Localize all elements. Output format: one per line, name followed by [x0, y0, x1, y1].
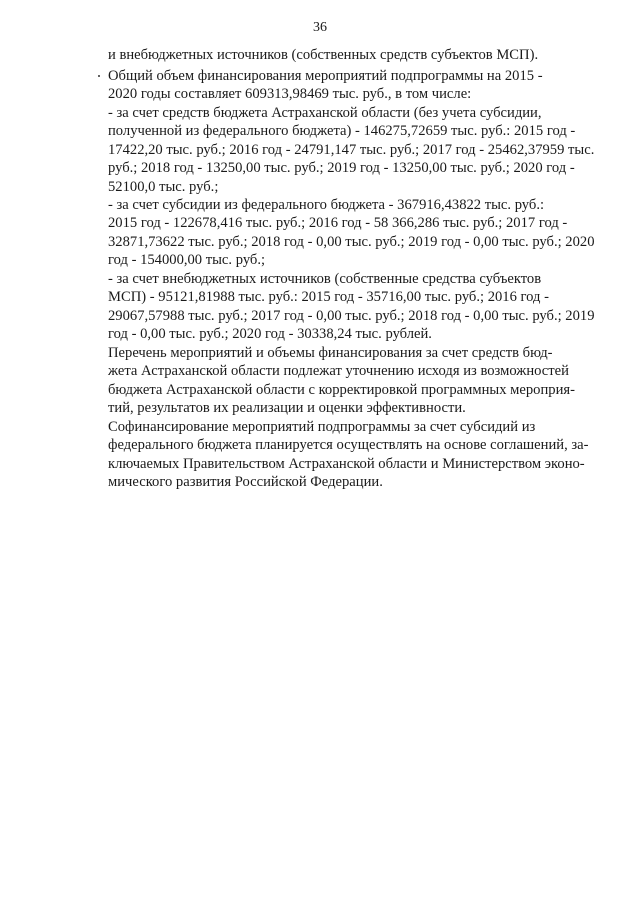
- paragraph-extrabudgetary: - за счет внебюджетных источников (собственные средства субъектов МСП) - 95121,81988 тыс. руб.: 2015 год - 35716,00 тыс. руб.; 2016 год - 29067,57988 тыс. руб.; 2017 год - 0,00 тыс. руб.; 2018 год - 0,00 тыс. руб.; 2019 год - 0,00 тыс. руб.; 2020 год - 30338,24 тыс. рублей.: [108, 271, 595, 343]
- paragraph-federal-subsidy: - за счет субсидии из федерального бюджета - 367916,43822 тыс. руб.: 2015 год - 122678,416 тыс. руб.; 2016 год - 58 366,286 тыс. руб.; 2017 год - 32871,73622 тыс. руб.; 2018 год - 0,00 тыс. руб.; 2019 год - 0,00 тыс. руб.; 2020 год - 154000,00 тыс. руб.;: [108, 197, 595, 269]
- paragraph-continuation: и внебюджетных источников (собственных средств субъектов МСП).: [108, 47, 539, 63]
- page-number: 36: [313, 20, 327, 35]
- paragraph-cofinancing: Софинансирование мероприятий подпрограммы за счет субсидий из федерального бюджета планируется осуществлять на основе соглашений, за- ключаемых Правительством Астраханской области и Министерством эконо- мического развития Российской Федерации.: [108, 419, 589, 491]
- paragraph-regional-budget: - за счет средств бюджета Астраханской области (без учета субсидии, полученной из федерального бюджета) - 146275,72659 тыс. руб.: 2015 год - 17422,20 тыс. руб.; 2016 год - 24791,147 тыс. руб.; 2017 год - 25462,37959 тыс. руб.; 2018 год - 13250,00 тыс. руб.; 2019 год - 13250,00 тыс. руб.; 2020 год - 52100,0 тыс. руб.;: [108, 105, 595, 195]
- paragraph-activities-list: Перечень мероприятий и объемы финансирования за счет средств бюд- жета Астраханской области подлежат уточнению исходя из возможностей бюджета Астраханской области с корректировкой программных мероприя- тий, результатов их реализации и оценки эффективности.: [108, 345, 575, 417]
- paragraph-total-funding: Общий объем финансирования мероприятий подпрограммы на 2015 - 2020 годы составляет 609313,98469 тыс. руб., в том числе:: [108, 68, 543, 103]
- scan-artifact-dot: [98, 75, 100, 77]
